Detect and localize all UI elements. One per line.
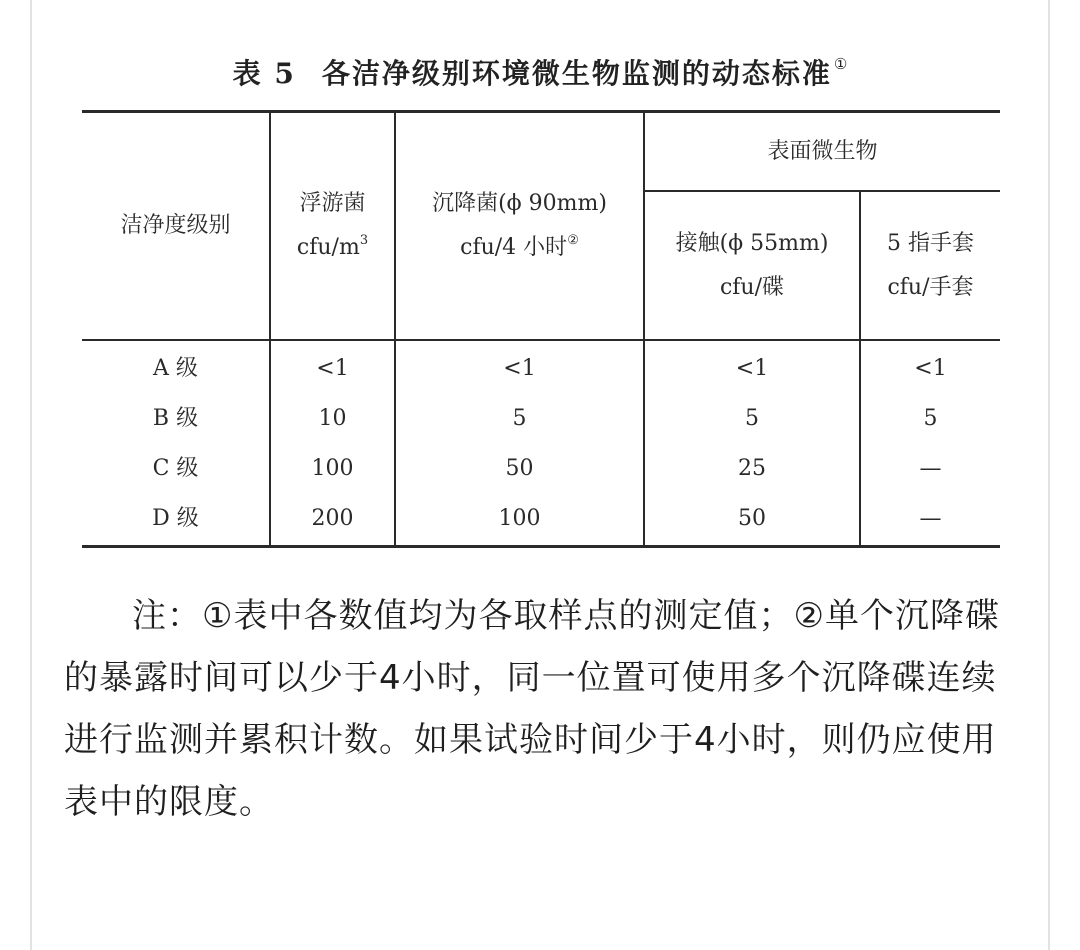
- header-bottom-rule: [82, 339, 1000, 341]
- header-contact-unit: cfu/碟: [719, 274, 785, 300]
- table-row-a-airborne: <1: [316, 356, 349, 381]
- table-row-b-airborne: 10: [318, 406, 347, 431]
- table-row-a-contact: <1: [735, 356, 769, 381]
- table-row-a-settle: <1: [503, 356, 536, 381]
- table-row-d-airborne: 200: [311, 506, 354, 531]
- footnote-mark-1: ①: [833, 55, 848, 73]
- header-contact-label: 接触(ϕ 55mm): [675, 230, 829, 256]
- table-row-d-grade: D 级: [152, 506, 199, 531]
- footnote-mark-2: ②: [567, 233, 579, 248]
- table-number: 表 5: [232, 57, 296, 90]
- header-airborne: [271, 113, 394, 339]
- table-title-text: 各洁净级别环境微生物监测的动态标准: [321, 57, 832, 90]
- table-row-b-glove: 5: [923, 406, 938, 431]
- table-row-b-settle: 5: [512, 406, 527, 431]
- table-footnote: 注：①表中各数值均为各取样点的测定值；②单个沉降碟的暴露时间可以少于4小时，同一位置可使用多个沉降碟连续进行监测并累积计数。如果试验时间少于4小时，则仍应使用表中的限度。: [64, 596, 1000, 822]
- header-glove-unit: cfu/手套: [887, 274, 974, 300]
- header-settle-unit: [460, 226, 579, 270]
- table-row-b-grade: B 级: [152, 406, 199, 431]
- header-grade-label: 洁净度级别: [120, 213, 231, 238]
- table-row-c-grade: C 级: [152, 456, 199, 481]
- table-row-d-glove: —: [919, 506, 942, 531]
- header-settle-label: 沉降菌(ϕ 90mm): [432, 191, 607, 216]
- superscript-3: 3: [359, 233, 369, 248]
- header-surface-label: 表面微生物: [767, 138, 878, 164]
- header-airborne-label: 浮游菌: [299, 191, 366, 216]
- page-frame-left: [30, 0, 32, 950]
- table-row-c-settle: 50: [505, 456, 534, 481]
- header-surface-group: [645, 113, 1000, 190]
- table-title: [80, 52, 1000, 92]
- table-row-c-contact: 25: [738, 456, 766, 481]
- header-glove: [861, 192, 1000, 339]
- page-frame-right: [1048, 0, 1050, 950]
- header-grade: [82, 113, 269, 339]
- header-airborne-unit: [297, 226, 368, 270]
- header-settle: [396, 113, 643, 339]
- table-row-d-settle: 100: [498, 506, 541, 531]
- table-row-a-glove: <1: [914, 356, 947, 381]
- table-row-d-contact: 50: [738, 506, 766, 531]
- table-row-b-contact: 5: [745, 406, 759, 431]
- table-row-c-glove: —: [919, 456, 942, 481]
- bottom-rule: [82, 545, 1000, 548]
- header-settle-unit-text: cfu/4 小时: [460, 235, 568, 260]
- table-row-c-airborne: 100: [311, 456, 354, 481]
- header-airborne-unit-text: cfu/m: [296, 235, 360, 260]
- standards-table: [82, 110, 1000, 550]
- table-row-a-grade: A 级: [153, 356, 198, 381]
- header-glove-label: 5 指手套: [887, 230, 974, 256]
- header-contact: [645, 192, 859, 339]
